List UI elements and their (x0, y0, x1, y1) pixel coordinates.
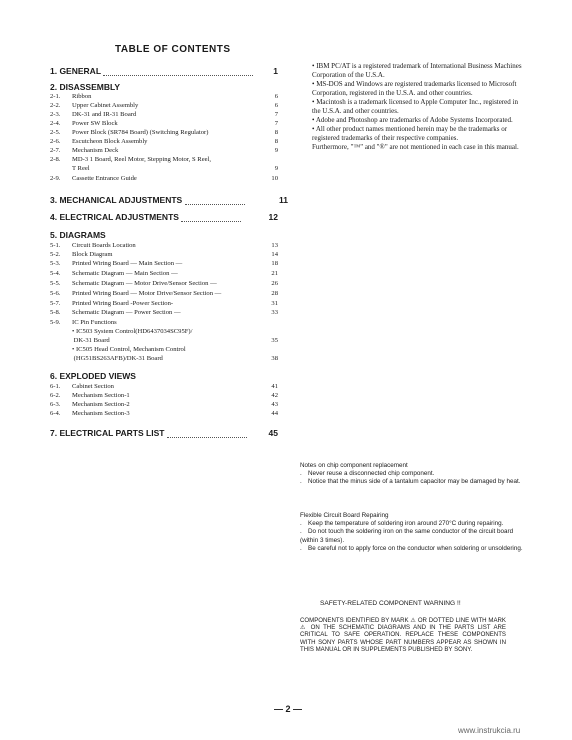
entry-text: DK-31 Board (72, 337, 110, 344)
chip-note-item: . Notice that the minus side of a tantalum capacitor may be damaged by heat. (300, 478, 521, 486)
entry-page: 9 (274, 165, 278, 172)
trademark-item: • IBM PC/AT is a registered trademark of International Business Machines Corporation of the U.S.A. (312, 62, 527, 80)
entry-page: 35 (271, 337, 278, 344)
toc-section-diagrams[interactable] (50, 230, 278, 240)
toc-entry[interactable] (50, 129, 278, 137)
entry-text: MD-3 1 Board, Reel Motor, Stepping Motor, S Reel, (72, 156, 212, 163)
entry-text: Schematic Diagram — Main Section — (72, 270, 178, 277)
entry-num: 5-9. (50, 319, 61, 326)
entry-num: 5-3. (50, 260, 61, 267)
toc-entry[interactable] (50, 383, 278, 391)
toc-entry[interactable] (50, 309, 278, 317)
toc-entry[interactable] (50, 93, 278, 101)
toc-entry[interactable] (50, 290, 278, 298)
safety-title: SAFETY-RELATED COMPONENT WARNING !! (320, 600, 461, 607)
entry-num: 2-2. (50, 102, 61, 109)
entry-text: Mechanism Section-3 (72, 410, 130, 417)
section-label: 5. DIAGRAMS (50, 230, 106, 240)
entry-num: 2-9. (50, 175, 61, 182)
entry-text: Ribbon (72, 93, 92, 100)
entry-num: 6-2. (50, 392, 61, 399)
toc-entry[interactable] (50, 102, 278, 110)
trademark-item: • All other product names mentioned herein may be the trademarks or registered trademarks of their respective companies. (312, 125, 527, 143)
section-label: 3. MECHANICAL ADJUSTMENTS (50, 195, 183, 205)
toc-section-disassembly[interactable] (50, 82, 278, 92)
entry-num: 5-7. (50, 300, 61, 307)
safety-text: COMPONENTS IDENTIFIED BY MARK ⚠ OR DOTTED LINE WITH MARK ⚠ ON THE SCHEMATIC DIAGRAMS AND IN THE PARTS LIST ARE CRITICAL TO SAFE OPERATION. REPLACE THESE COMPONENTS WITH SONY PARTS WHOSE PART NUMBERS APPEAR AS SHOWN IN THIS MANUAL OR IN SUPPLEMENTS PUBLISHED BY SONY. (300, 617, 506, 653)
toc-section-exploded[interactable] (50, 371, 278, 381)
flex-note-item: . Be careful not to apply force on the conductor when soldering or unsoldering. (300, 544, 523, 552)
flex-notes-title: Flexible Circuit Board Repairing (300, 512, 389, 519)
entry-page: 33 (271, 309, 278, 316)
entry-num: 6-3. (50, 401, 61, 408)
entry-text: Escutcheon Block Assembly (72, 138, 148, 145)
entry-text: (HG51BS263AFB)/DK-31 Board (72, 355, 163, 362)
chip-notes (300, 462, 530, 487)
section-page: 12 (268, 212, 278, 222)
section-label: 6. EXPLODED VIEWS (50, 371, 136, 381)
toc-entry[interactable] (50, 300, 278, 308)
section-page: 45 (268, 428, 278, 438)
toc-entry[interactable] (50, 355, 278, 363)
entry-page: 43 (271, 401, 278, 408)
entry-page: 41 (271, 383, 278, 390)
toc-section-mechanical[interactable] (50, 195, 288, 205)
section-label: 2. DISASSEMBLY (50, 82, 121, 92)
entry-text: Printed Wiring Board -Power Section- (72, 300, 174, 307)
entry-text: Mechanism Section-1 (72, 392, 130, 399)
entry-page: 7 (274, 111, 278, 118)
toc-entry[interactable] (50, 337, 278, 345)
entry-text: Cabinet Section (72, 383, 114, 390)
section-label: 7. ELECTRICAL PARTS LIST (50, 428, 165, 438)
entry-num: 5-8. (50, 309, 61, 316)
watermark: www.instrukcia.ru (458, 726, 521, 735)
entry-text: Schematic Diagram — Power Section — (72, 309, 181, 316)
flex-note-item: . Do not touch the soldering iron on the same conductor of the circuit board (within 3 times). (300, 528, 514, 544)
entry-page: 6 (274, 93, 278, 100)
toc-entry[interactable] (50, 346, 278, 354)
entry-text: Block Diagram (72, 251, 113, 258)
toc-entry[interactable] (50, 120, 278, 128)
entry-num: 6-4. (50, 410, 61, 417)
section-label: 4. ELECTRICAL ADJUSTMENTS (50, 212, 179, 222)
entry-page: 6 (274, 102, 278, 109)
entry-page: 44 (271, 410, 278, 417)
trademark-list (312, 62, 527, 152)
entry-num: 5-6. (50, 290, 61, 297)
entry-text: Cassette Entrance Guide (72, 175, 137, 182)
entry-text: Upper Cabinet Assembly (72, 102, 139, 109)
entry-page: 28 (271, 290, 278, 297)
entry-page: 7 (274, 120, 278, 127)
entry-text: Printed Wiring Board — Motor Drive/Sensor Section — (72, 290, 222, 297)
toc-entry[interactable] (50, 156, 278, 164)
toc-entry[interactable] (50, 328, 278, 336)
entry-num: 2-3. (50, 111, 61, 118)
entry-text: • IC503 System Control(HD6437034SC95F)/ (72, 328, 193, 335)
entry-page: 13 (271, 242, 278, 249)
flex-note-item: . Keep the temperature of soldering iron around 270°C during repairing. (300, 520, 504, 528)
entry-num: 5-5. (50, 280, 61, 287)
toc-entry[interactable] (50, 392, 278, 400)
entry-num: 2-8. (50, 156, 61, 163)
entry-text: DK-31 and IR-31 Board (72, 111, 137, 118)
section-label: 1. GENERAL (50, 66, 101, 76)
flex-notes (300, 512, 530, 553)
toc-entry[interactable] (50, 401, 278, 409)
toc-section-parts-list[interactable] (50, 428, 278, 438)
toc-section-general[interactable] (50, 66, 278, 76)
entry-page: 26 (271, 280, 278, 287)
toc-entry[interactable] (50, 251, 278, 259)
toc-entry[interactable] (50, 280, 278, 288)
entry-page: 38 (271, 355, 278, 362)
entry-page: 8 (274, 138, 278, 145)
section-page: 11 (279, 195, 288, 205)
toc-entry[interactable] (50, 242, 278, 250)
toc-entry[interactable] (50, 319, 278, 327)
trademark-item: • Adobe and Photoshop are trademarks of Adobe Systems Incorporated. (312, 116, 527, 125)
entry-text: T Reel (72, 165, 90, 172)
entry-text: Mechanism Section-2 (72, 401, 130, 408)
entry-text: Printed Wiring Board — Main Section — (72, 260, 183, 267)
entry-num: 5-1. (50, 242, 61, 249)
entry-num: 5-2. (50, 251, 61, 258)
entry-num: 2-5. (50, 129, 61, 136)
page-number: — 2 — (274, 704, 303, 714)
chip-note-item: . Never reuse a disconnected chip component. (300, 470, 435, 478)
entry-num: 5-4. (50, 270, 61, 277)
entry-page: 8 (274, 129, 278, 136)
trademark-item: • MS-DOS and Windows are registered trademarks licensed to Microsoft Corporation, registered in the U.S.A. and other countries. (312, 80, 527, 98)
entry-num: 2-7. (50, 147, 61, 154)
entry-page: 14 (271, 251, 278, 258)
entry-num: 2-4. (50, 120, 61, 127)
trademark-item: • Macintosh is a trademark licensed to Apple Computer Inc., registered in the U.S.A. and other countries. (312, 98, 527, 116)
entry-num: 2-6. (50, 138, 61, 145)
entry-num: 6-1. (50, 383, 61, 390)
toc-title: TABLE OF CONTENTS (115, 44, 231, 55)
entry-text: • IC505 Head Control, Mechanism Control (72, 346, 186, 353)
entry-text: Circuit Boards Location (72, 242, 136, 249)
toc-entry[interactable] (50, 111, 278, 119)
entry-text: Power Block (SR784 Board) (Switching Regulator) (72, 129, 209, 136)
entry-text: Power SW Block (72, 120, 118, 127)
entry-page: 31 (271, 300, 278, 307)
toc-entry[interactable] (50, 410, 278, 418)
toc-entry[interactable] (50, 138, 278, 146)
entry-page: 42 (271, 392, 278, 399)
toc-entry[interactable] (50, 175, 278, 183)
entry-page: 9 (274, 147, 278, 154)
toc-entry[interactable] (50, 270, 278, 278)
chip-notes-title: Notes on chip component replacement (300, 462, 408, 469)
entry-page: 21 (271, 270, 278, 277)
entry-page: 18 (271, 260, 278, 267)
toc-entry[interactable] (50, 165, 278, 173)
entry-text: Mechanism Deck (72, 147, 119, 154)
entry-page: 10 (271, 175, 278, 182)
toc-entry[interactable] (50, 260, 278, 268)
entry-text: IC Pin Functions (72, 319, 117, 326)
trademark-footer: Furthermore, "™" and "®" are not mentioned in each case in this manual. (312, 143, 519, 151)
entry-num: 2-1. (50, 93, 61, 100)
toc-entry[interactable] (50, 147, 278, 155)
toc-section-electrical-adjustments[interactable] (50, 212, 278, 222)
section-page: 1 (273, 66, 278, 76)
entry-text: Schematic Diagram — Motor Drive/Sensor Section — (72, 280, 217, 287)
